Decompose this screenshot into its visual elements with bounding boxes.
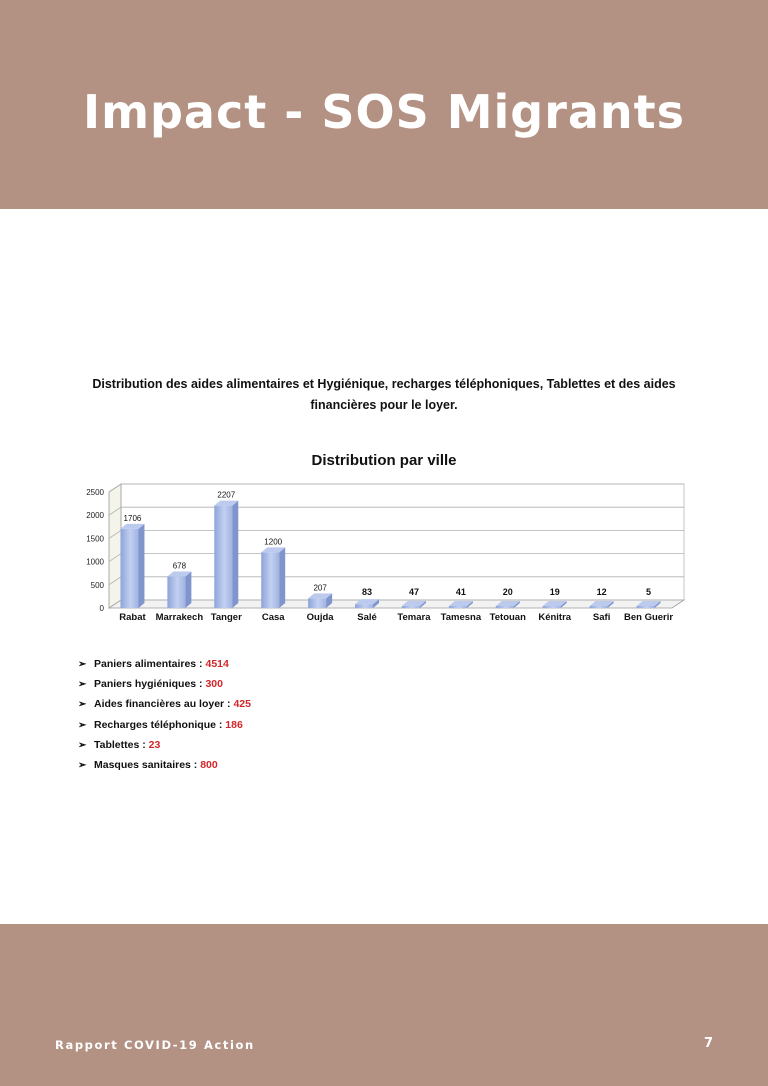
stat-value: 300 — [205, 678, 223, 691]
data-label: 12 — [596, 587, 607, 597]
data-label: 47 — [408, 587, 419, 597]
x-tick-label: Marrakech — [155, 612, 204, 623]
data-label: 207 — [313, 583, 327, 593]
data-label: 678 — [172, 561, 187, 571]
stat-value: 4514 — [205, 658, 229, 670]
arrow-bullet-icon: ➢ — [78, 739, 87, 751]
stat-label: Recharges téléphonique : — [94, 718, 226, 731]
bar — [308, 593, 332, 608]
y-tick-label: 1500 — [86, 534, 104, 544]
chart-title: Distribution par ville — [311, 452, 457, 469]
page-number: 7 — [703, 1036, 713, 1051]
y-tick-label: 2500 — [86, 488, 104, 497]
y-tick-label: 500 — [90, 580, 104, 590]
x-tick-label: Tamesna — [440, 612, 482, 623]
chart-side-wall — [109, 484, 121, 608]
x-tick-label: Ben Guerir — [623, 612, 674, 623]
chart-back-wall — [121, 484, 684, 600]
x-tick-label: Temara — [397, 612, 431, 623]
x-tick-label: Casa — [261, 612, 285, 623]
intro-text: Distribution des aides alimentaires et Hygiénique, recharges téléphoniques, Tablettes et des aides financières pour le loyer. — [92, 377, 676, 412]
x-tick-label: Salé — [357, 612, 377, 623]
bar — [167, 572, 191, 608]
list-item — [78, 654, 251, 674]
chart-y-ticks — [86, 488, 104, 613]
bar — [120, 524, 144, 608]
bar — [261, 547, 285, 608]
y-tick-label: 2000 — [86, 511, 104, 521]
bar — [214, 501, 238, 608]
arrow-bullet-icon: ➢ — [78, 659, 87, 670]
stat-label: Aides financières au loyer : — [94, 698, 234, 711]
header-band — [0, 0, 768, 209]
page-title: Impact - SOS Migrants — [82, 85, 686, 139]
y-tick-label: 1000 — [86, 557, 104, 567]
data-label: 41 — [455, 587, 466, 597]
data-label: 2207 — [217, 490, 236, 500]
list-item — [78, 735, 251, 755]
distribution-list — [78, 654, 251, 775]
data-label: 83 — [362, 587, 373, 597]
data-label: 1200 — [264, 537, 283, 547]
arrow-bullet-icon: ➢ — [78, 679, 87, 691]
x-tick-label: Kénitra — [538, 612, 572, 623]
arrow-bullet-icon: ➢ — [78, 759, 87, 771]
footer-band — [0, 924, 768, 1086]
stat-value: 800 — [200, 758, 218, 771]
list-item — [78, 715, 251, 735]
stat-label: Tablettes : — [94, 738, 149, 751]
list-item — [78, 755, 251, 775]
data-label: 5 — [646, 587, 652, 597]
x-tick-label: Tetouan — [489, 612, 526, 623]
stat-value: 23 — [148, 738, 161, 751]
data-label: 19 — [549, 587, 560, 597]
x-tick-label: Tanger — [210, 612, 242, 623]
x-tick-label: Safi — [592, 612, 611, 623]
footer-report-label: Rapport COVID-19 Action — [55, 1038, 255, 1052]
stat-label: Paniers hygiéniques : — [94, 678, 206, 691]
stat-value: 425 — [233, 698, 251, 711]
arrow-bullet-icon: ➢ — [78, 719, 87, 731]
list-item — [78, 694, 251, 714]
stat-label: Paniers alimentaires : — [94, 658, 206, 670]
x-tick-label: Oujda — [306, 612, 334, 623]
stat-label: Masques sanitaires : — [94, 758, 201, 771]
data-label: 1706 — [123, 513, 142, 523]
stat-value: 186 — [225, 718, 243, 731]
bar-chart — [72, 478, 694, 628]
data-label: 20 — [502, 587, 513, 597]
chart-x-labels — [119, 612, 673, 623]
list-item — [78, 674, 251, 694]
y-tick-label: 0 — [99, 604, 104, 613]
arrow-bullet-icon: ➢ — [78, 699, 87, 711]
x-tick-label: Rabat — [119, 612, 146, 623]
